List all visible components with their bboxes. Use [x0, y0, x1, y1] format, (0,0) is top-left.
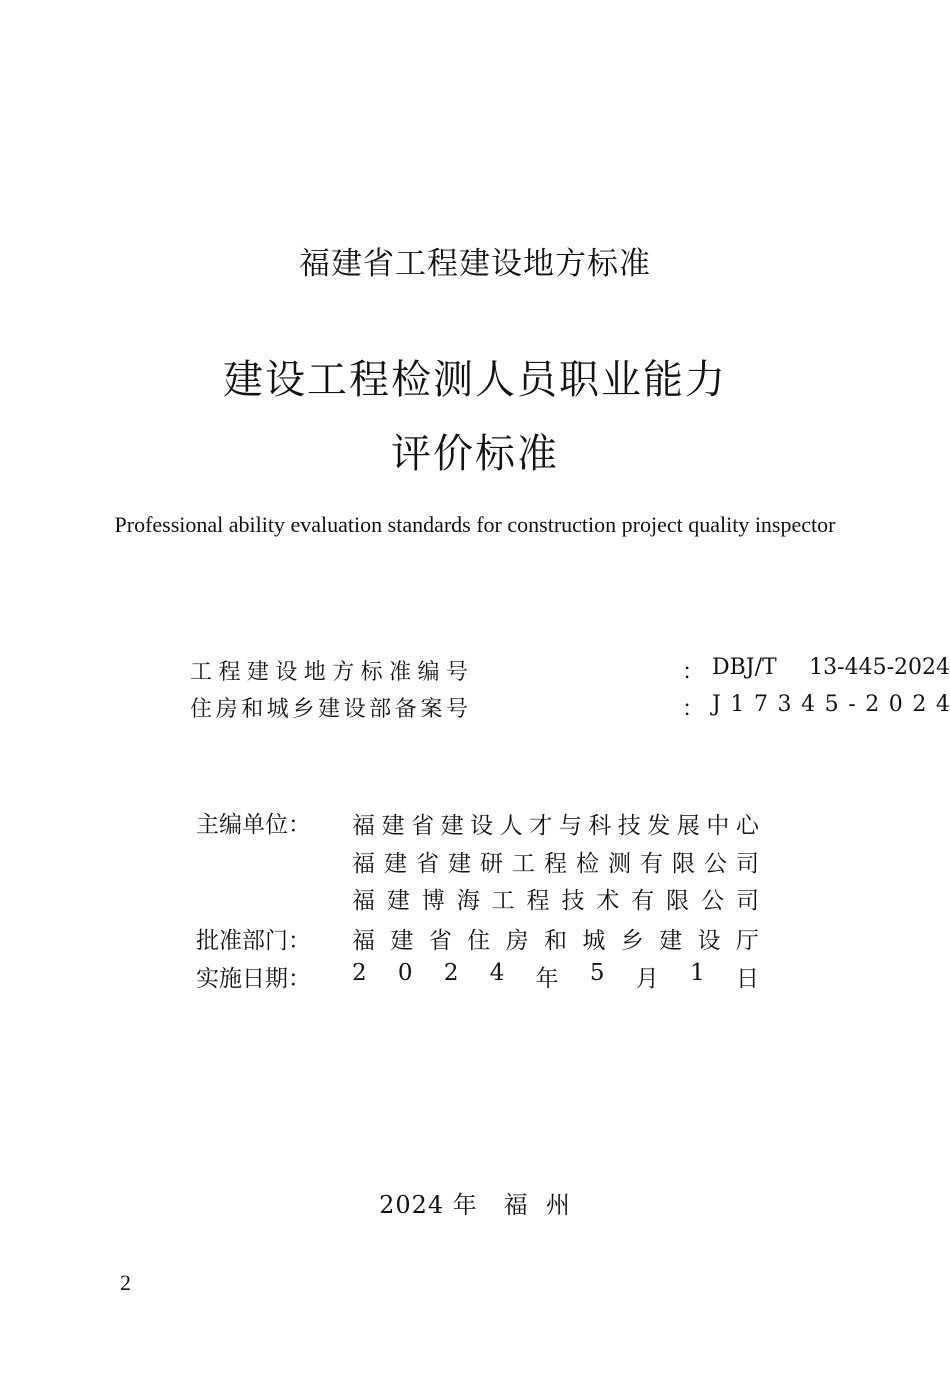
record-number-value: J 1 7 3 4 5 - 2 0 2 4 — [712, 692, 950, 717]
chief-editor-unit: 福 建 博 海 工 程 技 术 有 限 公 司 — [352, 888, 759, 914]
implementation-date-value: 2 0 2 4 年 5 月 1 日 — [352, 960, 759, 992]
standard-number-colon: ： — [682, 660, 705, 685]
approver-label: 批准部门： — [196, 928, 311, 954]
chief-editor-unit: 福 建 省 建 研 工 程 检 测 有 限 公 司 — [352, 851, 759, 877]
chief-editor-label: 主编单位： — [196, 812, 311, 838]
record-number-label: 住 房 和 城 乡 建 设 部 备 案 号 — [190, 697, 468, 722]
series-title: 福建省工程建设地方标准 — [299, 246, 651, 282]
approver-value: 福 建 省 住 房 和 城 乡 建 设 厅 — [352, 928, 759, 954]
standard-number-value: DBJ/T 13-445-2024 — [712, 655, 950, 680]
english-title: Professional ability evaluation standards for construction project quality inspector — [114, 512, 836, 537]
page-number: 2 — [120, 1270, 131, 1295]
chief-editor-unit: 福 建 省 建 设 人 才 与 科 技 发 展 中 心 — [352, 813, 759, 839]
record-number-colon: ： — [682, 697, 705, 722]
main-title-line2: 评价标准 — [391, 431, 559, 477]
standard-number-label: 工 程 建 设 地 方 标 准 编 号 — [190, 660, 468, 685]
footer-year-place: 2024 年 福 州 — [379, 1191, 571, 1219]
main-title-line1: 建设工程检测人员职业能力 — [223, 357, 727, 403]
implementation-date-label: 实施日期： — [196, 966, 311, 992]
